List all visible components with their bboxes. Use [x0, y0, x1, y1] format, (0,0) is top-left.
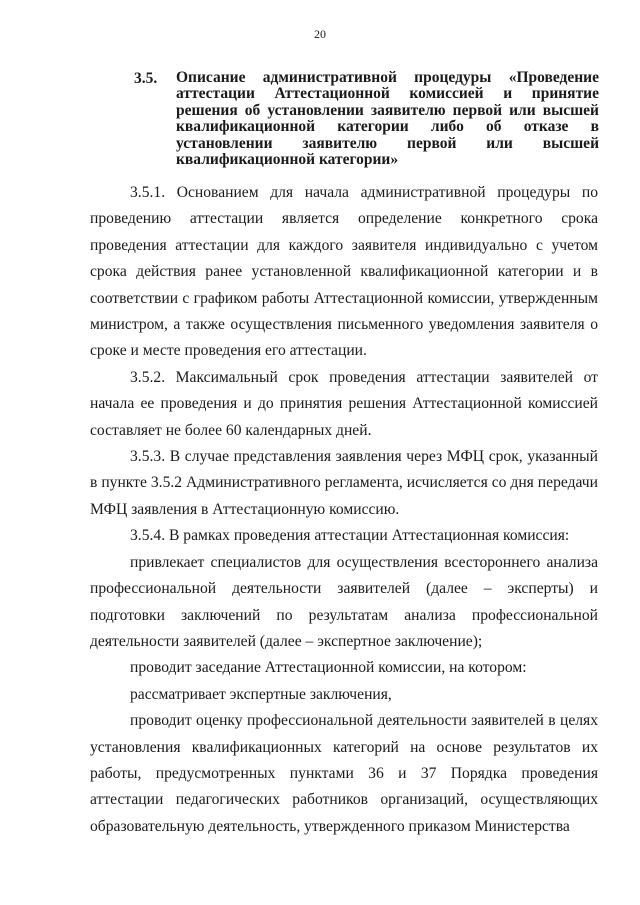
paragraph-3-5-4: 3.5.4. В рамках проведения аттестации Аттестационная комиссия: — [130, 527, 570, 545]
page-number: 20 — [314, 27, 326, 41]
paragraph-meeting: проводит заседание Аттестационной комиссии, на котором: — [130, 659, 527, 677]
paragraph-reviews: рассматривает экспертные заключения, — [130, 685, 392, 703]
paragraph-assessment: проводит оценку профессиональной деятельности заявителей в целях установления квалификационных категорий на основе результатов их работы, предусмотренных пунктами 36 и 37 Порядка проведения аттестации педагогических работников организаций, осуществляющих образовательную деятельность, утвержденного приказом Министерства — [90, 712, 598, 835]
section-heading: Описание административной процедуры «Проведение аттестации Аттестационной комиссией и принятие решения об установлении заявителю первой или высшей квалификационной категории либо об отказе в установлении заявителю первой или высшей квалификационной категории» — [176, 69, 599, 169]
paragraph-3-5-1: 3.5.1. Основанием для начала административной процедуры по проведению аттестации является определение конкретного срока проведения аттестации для каждого заявителя индивидуально с учетом срока действия ранее установленной квалификационной категории и в соответствии с графиком работы Аттестационной комиссии, утвержденным министром, а также осуществления письменного уведомления заявителя о сроке и месте проведения его аттестации. — [90, 184, 598, 360]
paragraph-experts: привлекает специалистов для осуществления всестороннего анализа профессиональной деятельности заявителей (далее – эксперты) и подготовки заключений по результатам анализа профессиональной деятельности заявителей (далее – экспертное заключение); — [90, 553, 598, 650]
paragraph-3-5-3: 3.5.3. В случае представления заявления через МФЦ срок, указанный в пункте 3.5.2 Административного регламента, исчисляется со дня передачи МФЦ заявления в Аттестационную комиссию. — [90, 448, 598, 518]
section-number: 3.5. — [134, 70, 158, 87]
paragraph-3-5-2: 3.5.2. Максимальный срок проведения аттестации заявителей от начала ее проведения и до принятия решения Аттестационной комиссией составляет не более 60 календарных дней. — [90, 368, 598, 439]
document-body — [90, 180, 598, 840]
